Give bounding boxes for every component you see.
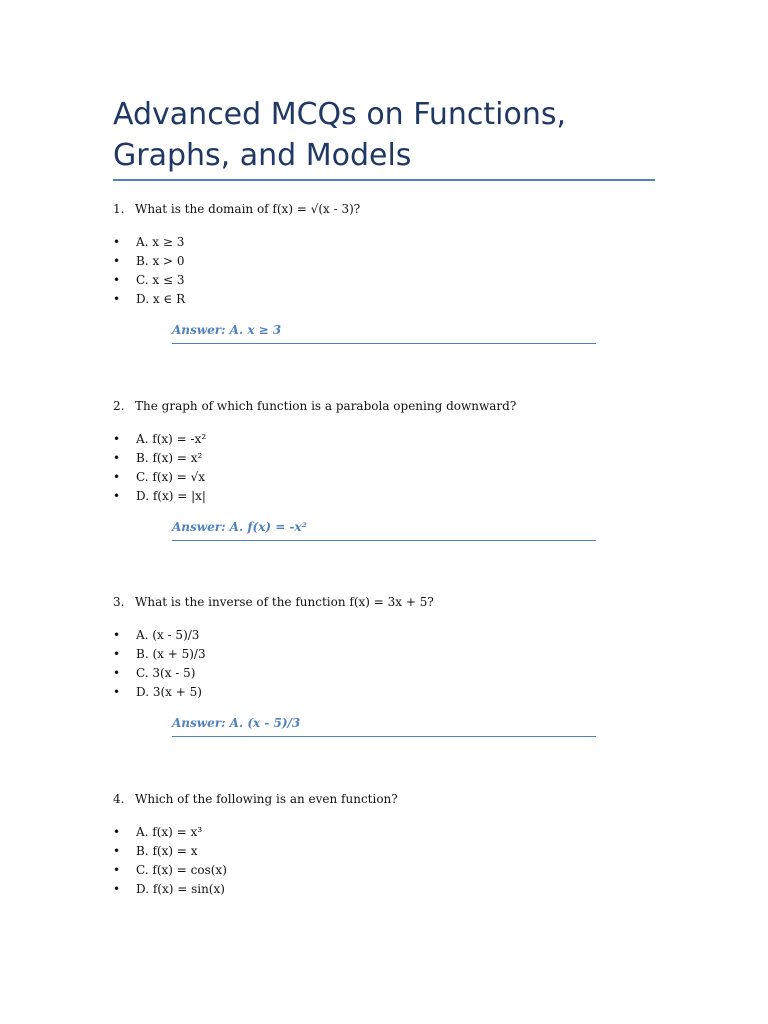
bullet-icon: •	[113, 666, 121, 680]
list-item	[113, 487, 613, 506]
list-item	[113, 626, 613, 645]
list-item	[113, 449, 613, 468]
option-text: D. x ∈ R	[136, 292, 186, 306]
bullet-icon: •	[113, 685, 121, 699]
option-text: D. 3(x + 5)	[136, 685, 202, 699]
list-item	[113, 252, 613, 271]
question-number: 2.	[113, 399, 125, 413]
options-list	[113, 233, 613, 309]
option-text: C. f(x) = cos(x)	[136, 863, 227, 877]
list-item	[113, 683, 613, 702]
option-text: C. 3(x - 5)	[136, 666, 196, 680]
question-number: 1.	[113, 202, 125, 216]
question-text: What is the inverse of the function f(x) = 3x + 5?	[135, 595, 434, 609]
bullet-icon: •	[113, 825, 121, 839]
list-item	[113, 861, 613, 880]
options-list	[113, 823, 613, 899]
list-item	[113, 645, 613, 664]
option-text: A. x ≥ 3	[136, 235, 185, 249]
option-text: B. f(x) = x	[136, 844, 198, 858]
list-item	[113, 842, 613, 861]
list-item	[113, 823, 613, 842]
bullet-icon: •	[113, 273, 121, 287]
list-item	[113, 233, 613, 252]
question-number: 3.	[113, 595, 125, 609]
question-text: What is the domain of f(x) = √(x - 3)?	[135, 202, 361, 216]
question-4	[113, 791, 673, 807]
option-text: A. (x - 5)/3	[136, 628, 200, 642]
question-2	[113, 398, 673, 414]
answer-1: Answer: A. x ≥ 3	[172, 322, 596, 344]
bullet-icon: •	[113, 844, 121, 858]
option-text: C. x ≤ 3	[136, 273, 185, 287]
bullet-icon: •	[113, 628, 121, 642]
option-text: C. f(x) = √x	[136, 470, 206, 484]
option-text: A. f(x) = x³	[136, 825, 203, 839]
bullet-icon: •	[113, 292, 121, 306]
option-text: A. f(x) = -x²	[136, 432, 207, 446]
bullet-icon: •	[113, 470, 121, 484]
list-item	[113, 664, 613, 683]
answer-2: Answer: A. f(x) = -x²	[172, 519, 596, 541]
bullet-icon: •	[113, 863, 121, 877]
bullet-icon: •	[113, 647, 121, 661]
question-number: 4.	[113, 792, 125, 806]
question-1	[113, 201, 673, 217]
option-text: D. f(x) = |x|	[136, 489, 206, 503]
bullet-icon: •	[113, 451, 121, 465]
bullet-icon: •	[113, 882, 121, 896]
bullet-icon: •	[113, 489, 121, 503]
list-item	[113, 290, 613, 309]
list-item	[113, 880, 613, 899]
bullet-icon: •	[113, 235, 121, 249]
option-text: B. (x + 5)/3	[136, 647, 206, 661]
options-list	[113, 626, 613, 702]
option-text: B. f(x) = x²	[136, 451, 203, 465]
list-item	[113, 468, 613, 487]
list-item	[113, 430, 613, 449]
bullet-icon: •	[113, 432, 121, 446]
answer-3: Answer: A. (x - 5)/3	[172, 715, 596, 737]
bullet-icon: •	[113, 254, 121, 268]
page-title: Advanced MCQs on Functions, Graphs, and Models	[113, 97, 567, 173]
option-text: B. x > 0	[136, 254, 185, 268]
option-text: D. f(x) = sin(x)	[136, 882, 225, 896]
question-3	[113, 594, 673, 610]
options-list	[113, 430, 613, 506]
question-text: Which of the following is an even function?	[135, 792, 398, 806]
list-item	[113, 271, 613, 290]
question-text: The graph of which function is a parabola opening downward?	[135, 399, 517, 413]
title-divider	[113, 179, 655, 181]
